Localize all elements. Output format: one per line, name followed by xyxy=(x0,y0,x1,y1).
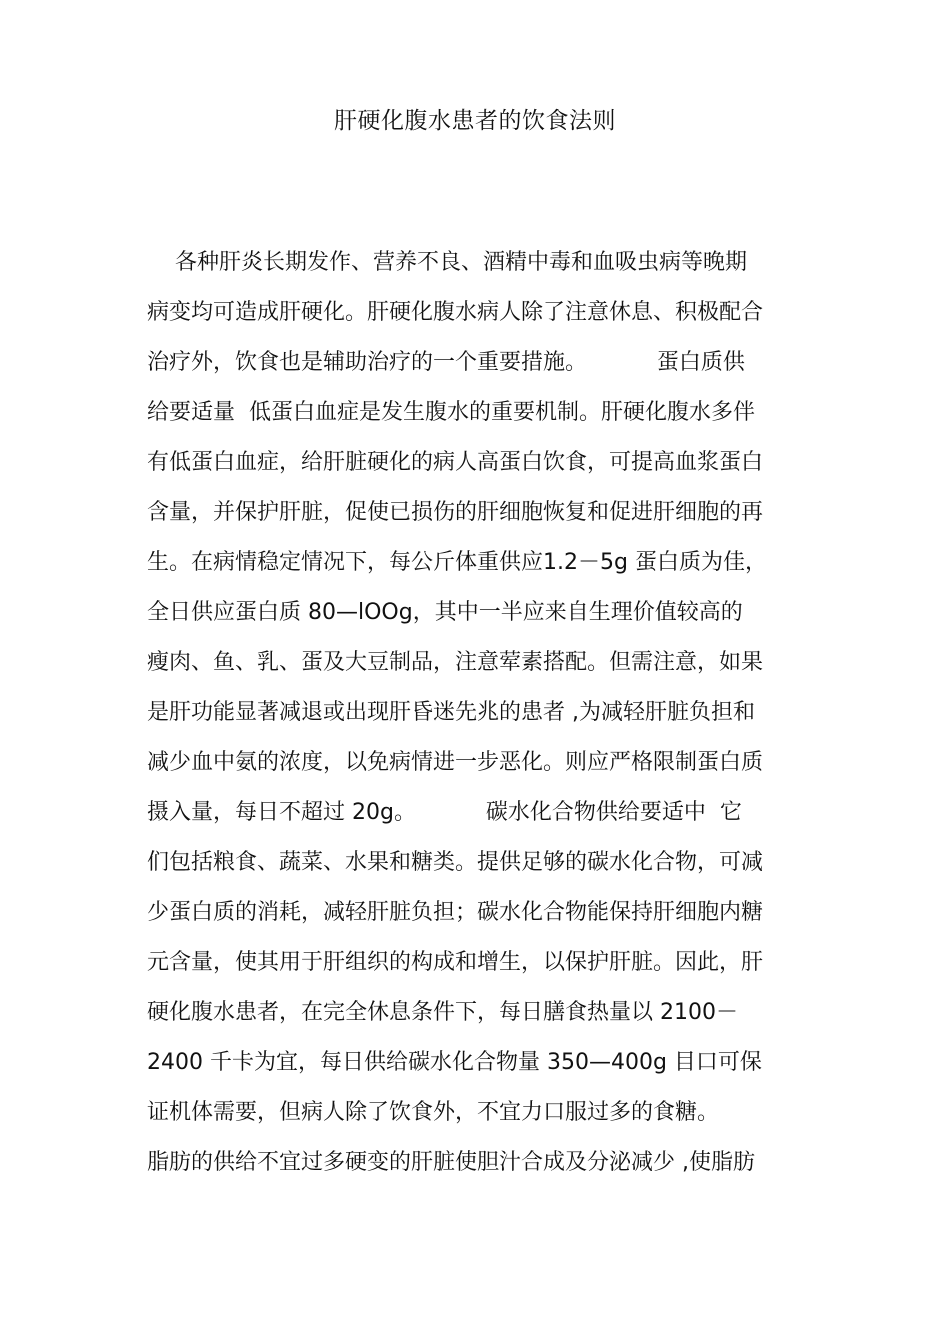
body-line: 脂肪的供给不宜过多硬变的肝脏使胆汁合成及分泌减少 ,使脂肪 xyxy=(147,1150,755,1175)
body-line: 含量，并保护肝脏，促使已损伤的肝细胞恢复和促进肝细胞的再 xyxy=(147,500,764,525)
body-line: 各种肝炎长期发作、营养不良、酒精中毒和血吸虫病等晚期 xyxy=(147,250,747,275)
body-line: 减少血中氨的浓度，以免病情进一步恶化。则应严格限制蛋白质 xyxy=(147,750,764,775)
body-line: 们包括粮食、蔬菜、水果和糖类。提供足够的碳水化合物，可减 xyxy=(147,850,764,875)
body-line: 2400 千卡为宜，每日供给碳水化合物量 350—400g 目口可保 xyxy=(147,1050,762,1075)
body-line: 硬化腹水患者，在完全休息条件下，每日膳食热量以 2100－ xyxy=(147,1000,738,1025)
body-line: 全日供应蛋白质 80—lOOg，其中一半应来自生理价值较高的 xyxy=(147,600,743,625)
body-line: 病变均可造成肝硬化。肝硬化腹水病人除了注意休息、积极配合 xyxy=(147,300,764,325)
body-line: 治疗外，饮食也是辅助治疗的一个重要措施。 蛋白质供 xyxy=(147,350,745,375)
body-line: 有低蛋白血症，给肝脏硬化的病人高蛋白饮食，可提高血浆蛋白 xyxy=(147,450,764,475)
body-line: 生。在病情稳定情况下，每公斤体重供应1.2－5g 蛋白质为佳， xyxy=(147,550,767,575)
document-title: 肝硬化腹水患者的饮食法则 xyxy=(334,108,616,134)
body-line: 元含量，使其用于肝组织的构成和增生，以保护肝脏。因此，肝 xyxy=(147,950,764,975)
body-line: 是肝功能显著减退或出现肝昏迷先兆的患者 ,为减轻肝脏负担和 xyxy=(147,700,755,725)
body-line: 少蛋白质的消耗，减轻肝脏负担；碳水化合物能保持肝细胞内糖 xyxy=(147,900,764,925)
body-line: 瘦肉、鱼、乳、蛋及大豆制品，注意荤素搭配。但需注意，如果 xyxy=(147,650,764,675)
body-line: 证机体需要，但病人除了饮食外，不宜力口服过多的食糖。 xyxy=(147,1100,720,1125)
body-line: 给要适量 低蛋白血症是发生腹水的重要机制。肝硬化腹水多伴 xyxy=(147,400,755,425)
document-body xyxy=(147,238,827,1188)
body-line: 摄入量，每日不超过 20g。 碳水化合物供给要适中 它 xyxy=(147,800,742,825)
